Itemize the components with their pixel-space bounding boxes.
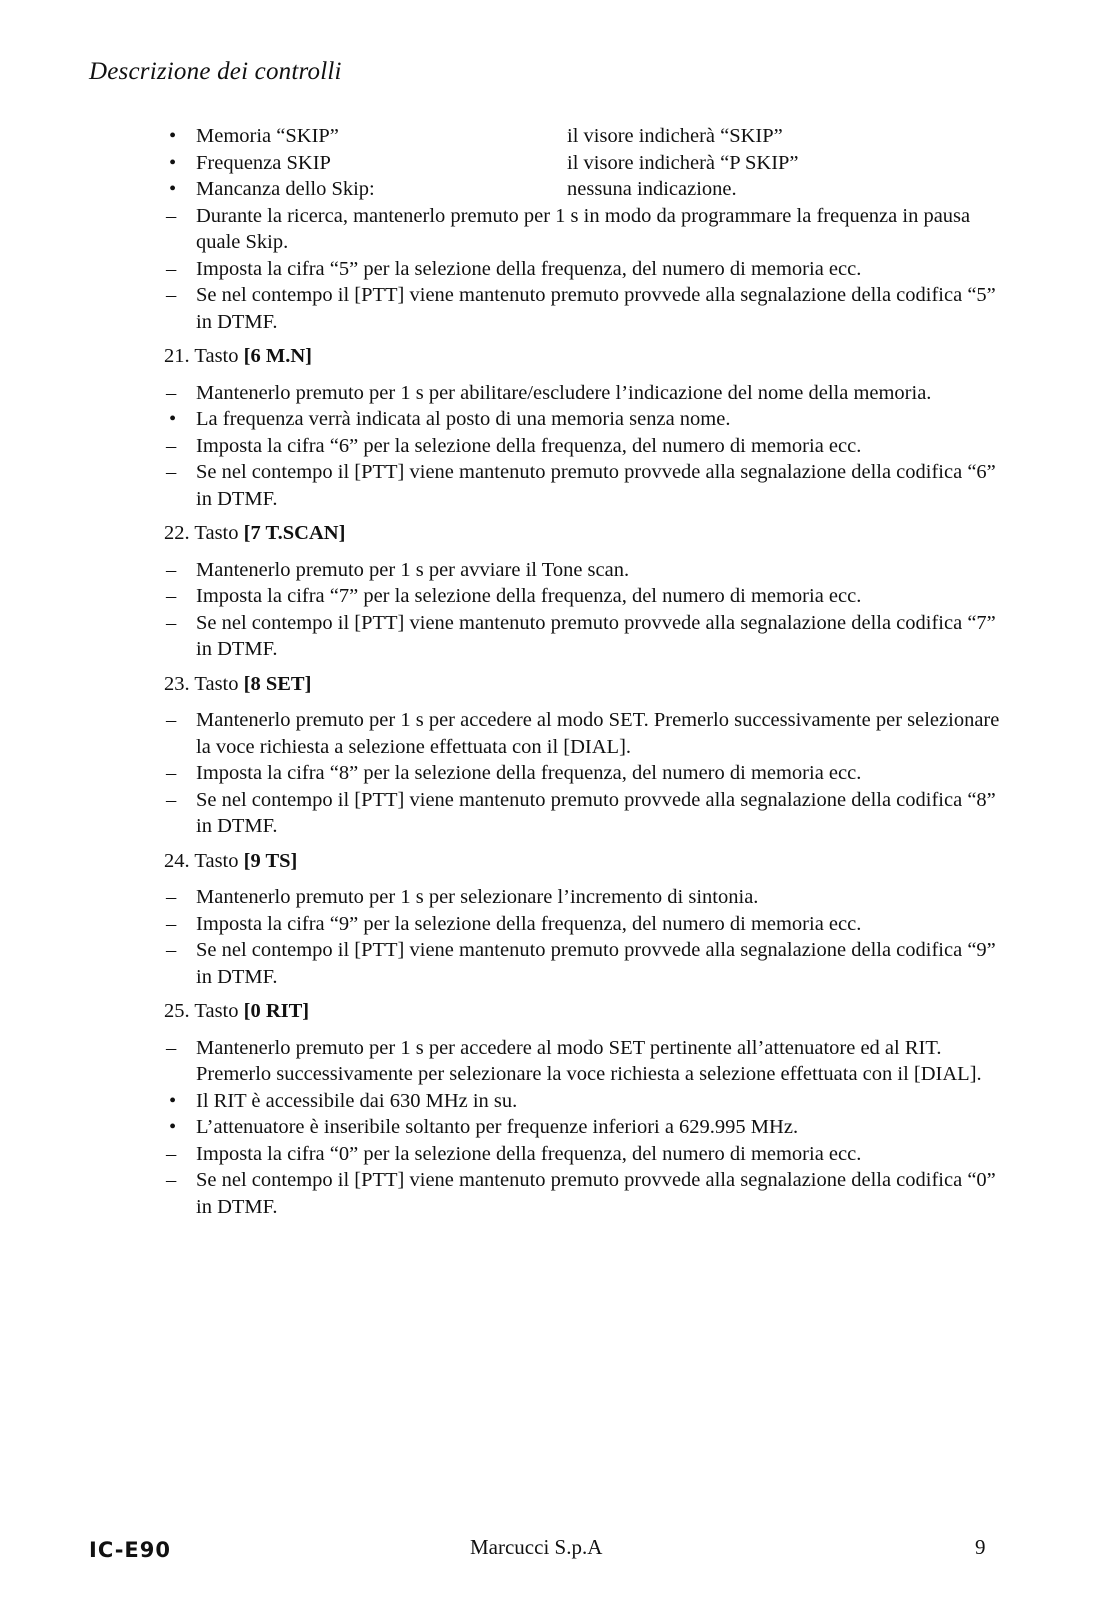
dash-icon: – bbox=[166, 558, 177, 581]
dash-icon: – bbox=[166, 1142, 177, 1165]
key-name: [6 M.N] bbox=[243, 345, 312, 367]
dash-icon: – bbox=[166, 204, 177, 227]
bullet-icon: • bbox=[169, 1116, 177, 1138]
section-heading bbox=[164, 848, 1004, 875]
section-prefix: Tasto bbox=[194, 1000, 239, 1022]
list-item bbox=[164, 1114, 1004, 1141]
item-text: Imposta la cifra “8” per la selezione della frequenza, del numero di memoria ecc. bbox=[196, 762, 862, 784]
list-item bbox=[164, 1141, 1004, 1168]
section bbox=[164, 671, 1004, 840]
section-heading bbox=[164, 343, 1004, 370]
dash-icon: – bbox=[166, 886, 177, 908]
page-title: Descrizione dei controlli bbox=[89, 58, 342, 85]
item-text: Imposta la cifra “5” per la selezione della frequenza, del numero di memoria ecc. bbox=[196, 257, 862, 280]
key-name: [0 RIT] bbox=[243, 1000, 310, 1022]
dash-icon: – bbox=[166, 585, 177, 607]
list-item bbox=[164, 1167, 1004, 1220]
item-value: nessuna indicazione. bbox=[567, 178, 737, 200]
item-text: Se nel contempo il [PTT] viene mantenuto premuto provvede alla segnalazione della codifica “0” in DTMF. bbox=[196, 1169, 996, 1218]
section-heading bbox=[164, 520, 1004, 547]
dash-icon: – bbox=[166, 788, 177, 811]
list-item bbox=[164, 433, 1004, 460]
item-text: Imposta la cifra “9” per la selezione della frequenza, del numero di memoria ecc. bbox=[196, 912, 862, 935]
item-text: Mantenerlo premuto per 1 s per abilitare/escludere l’indicazione del nome della memoria. bbox=[196, 381, 932, 404]
item-text: Il RIT è accessibile dai 630 MHz in su. bbox=[196, 1089, 518, 1112]
item-text: Se nel contempo il [PTT] viene mantenuto premuto provvede alla segnalazione della codifica “5” in DTMF. bbox=[196, 284, 996, 333]
dash-icon: – bbox=[166, 709, 177, 731]
item-label: Memoria “SKIP” bbox=[196, 125, 339, 147]
section-prefix: Tasto bbox=[194, 849, 239, 872]
dash-icon: – bbox=[166, 1036, 177, 1059]
item-text: Imposta la cifra “7” per la selezione della frequenza, del numero di memoria ecc. bbox=[196, 585, 862, 607]
list-item bbox=[164, 583, 1004, 610]
company-name: Marcucci S.p.A bbox=[470, 1535, 603, 1559]
list-item bbox=[164, 884, 1004, 911]
list-item bbox=[164, 123, 1004, 150]
bullet-icon: • bbox=[169, 178, 177, 200]
list-item bbox=[164, 557, 1004, 584]
list-item bbox=[164, 150, 1004, 177]
list-item bbox=[164, 203, 1004, 256]
list-item bbox=[164, 459, 1004, 512]
dash-icon: – bbox=[166, 939, 177, 961]
section-number: 22. bbox=[164, 522, 190, 544]
section bbox=[164, 343, 1004, 512]
document-body bbox=[164, 123, 1004, 1220]
intro-list bbox=[164, 203, 1004, 336]
section-prefix: Tasto bbox=[194, 672, 239, 695]
item-label: Mancanza dello Skip: bbox=[196, 178, 375, 200]
list-item bbox=[164, 406, 1004, 433]
model-name: IC-E90 bbox=[89, 1538, 171, 1562]
bullet-icon: • bbox=[169, 125, 177, 147]
item-text: Mantenerlo premuto per 1 s per avviare il Tone scan. bbox=[196, 558, 630, 581]
dash-icon: – bbox=[166, 762, 177, 784]
item-text: Mantenerlo premuto per 1 s per selezionare l’incremento di sintonia. bbox=[196, 886, 759, 908]
item-text: Imposta la cifra “0” per la selezione della frequenza, del numero di memoria ecc. bbox=[196, 1142, 862, 1165]
section-prefix: Tasto bbox=[194, 522, 239, 544]
key-name: [7 T.SCAN] bbox=[243, 522, 346, 544]
bullet-icon: • bbox=[169, 151, 177, 174]
list-item bbox=[164, 787, 1004, 840]
list-item bbox=[164, 760, 1004, 787]
item-text: Imposta la cifra “6” per la selezione della frequenza, del numero di memoria ecc. bbox=[196, 434, 862, 457]
key-name: [9 TS] bbox=[243, 849, 298, 872]
bullet-icon: • bbox=[169, 408, 177, 430]
item-text: La frequenza verrà indicata al posto di una memoria senza nome. bbox=[196, 408, 731, 430]
dash-icon: – bbox=[166, 1169, 177, 1191]
list-item bbox=[164, 1088, 1004, 1115]
section-number: 21. bbox=[164, 345, 190, 367]
item-text: Durante la ricerca, mantenerlo premuto per 1 s in modo da programmare la frequenza in pausa quale Skip. bbox=[196, 204, 971, 253]
list-item bbox=[164, 911, 1004, 938]
section-heading bbox=[164, 998, 1004, 1025]
list-item bbox=[164, 1035, 1004, 1088]
item-text: Mantenerlo premuto per 1 s per accedere al modo SET. Premerlo successivamente per selezionare la voce richiesta a selezione effettuata con il [DIAL]. bbox=[196, 709, 1000, 758]
list-item bbox=[164, 937, 1004, 990]
item-text: Se nel contempo il [PTT] viene mantenuto premuto provvede alla segnalazione della codifica “8” in DTMF. bbox=[196, 788, 996, 837]
item-label: Frequenza SKIP bbox=[196, 151, 331, 174]
dash-icon: – bbox=[166, 257, 177, 280]
item-text: Se nel contempo il [PTT] viene mantenuto premuto provvede alla segnalazione della codifica “7” in DTMF. bbox=[196, 611, 996, 660]
skip-indicator-list bbox=[164, 123, 1004, 203]
sections bbox=[164, 343, 1004, 1220]
section-prefix: Tasto bbox=[194, 345, 239, 367]
section-number: 23. bbox=[164, 672, 190, 695]
section bbox=[164, 520, 1004, 663]
section bbox=[164, 998, 1004, 1220]
key-name: [8 SET] bbox=[243, 672, 312, 695]
dash-icon: – bbox=[166, 381, 177, 404]
dash-icon: – bbox=[166, 434, 177, 457]
page-number: 9 bbox=[975, 1535, 986, 1559]
dash-icon: – bbox=[166, 912, 177, 935]
item-value: il visore indicherà “SKIP” bbox=[567, 125, 783, 147]
section-number: 24. bbox=[164, 849, 190, 872]
section bbox=[164, 848, 1004, 991]
list-item bbox=[164, 176, 1004, 203]
item-text: Mantenerlo premuto per 1 s per accedere al modo SET pertinente all’attenuatore ed al RIT. Premerlo successivamente per selezionare la voce richiesta a selezione effettuata con il [DIAL]. bbox=[196, 1036, 982, 1085]
item-text: Se nel contempo il [PTT] viene mantenuto premuto provvede alla segnalazione della codifica “9” in DTMF. bbox=[196, 939, 996, 988]
list-item bbox=[164, 610, 1004, 663]
dash-icon: – bbox=[166, 284, 177, 306]
section-heading bbox=[164, 671, 1004, 698]
dash-icon: – bbox=[166, 461, 177, 483]
list-item bbox=[164, 256, 1004, 283]
item-value: il visore indicherà “P SKIP” bbox=[567, 151, 799, 174]
list-item bbox=[164, 282, 1004, 335]
item-text: L’attenuatore è inseribile soltanto per frequenze inferiori a 629.995 MHz. bbox=[196, 1116, 799, 1138]
item-text: Se nel contempo il [PTT] viene mantenuto premuto provvede alla segnalazione della codifica “6” in DTMF. bbox=[196, 461, 996, 510]
section-number: 25. bbox=[164, 1000, 190, 1022]
list-item bbox=[164, 380, 1004, 407]
list-item bbox=[164, 707, 1004, 760]
bullet-icon: • bbox=[169, 1089, 177, 1112]
dash-icon: – bbox=[166, 611, 177, 634]
